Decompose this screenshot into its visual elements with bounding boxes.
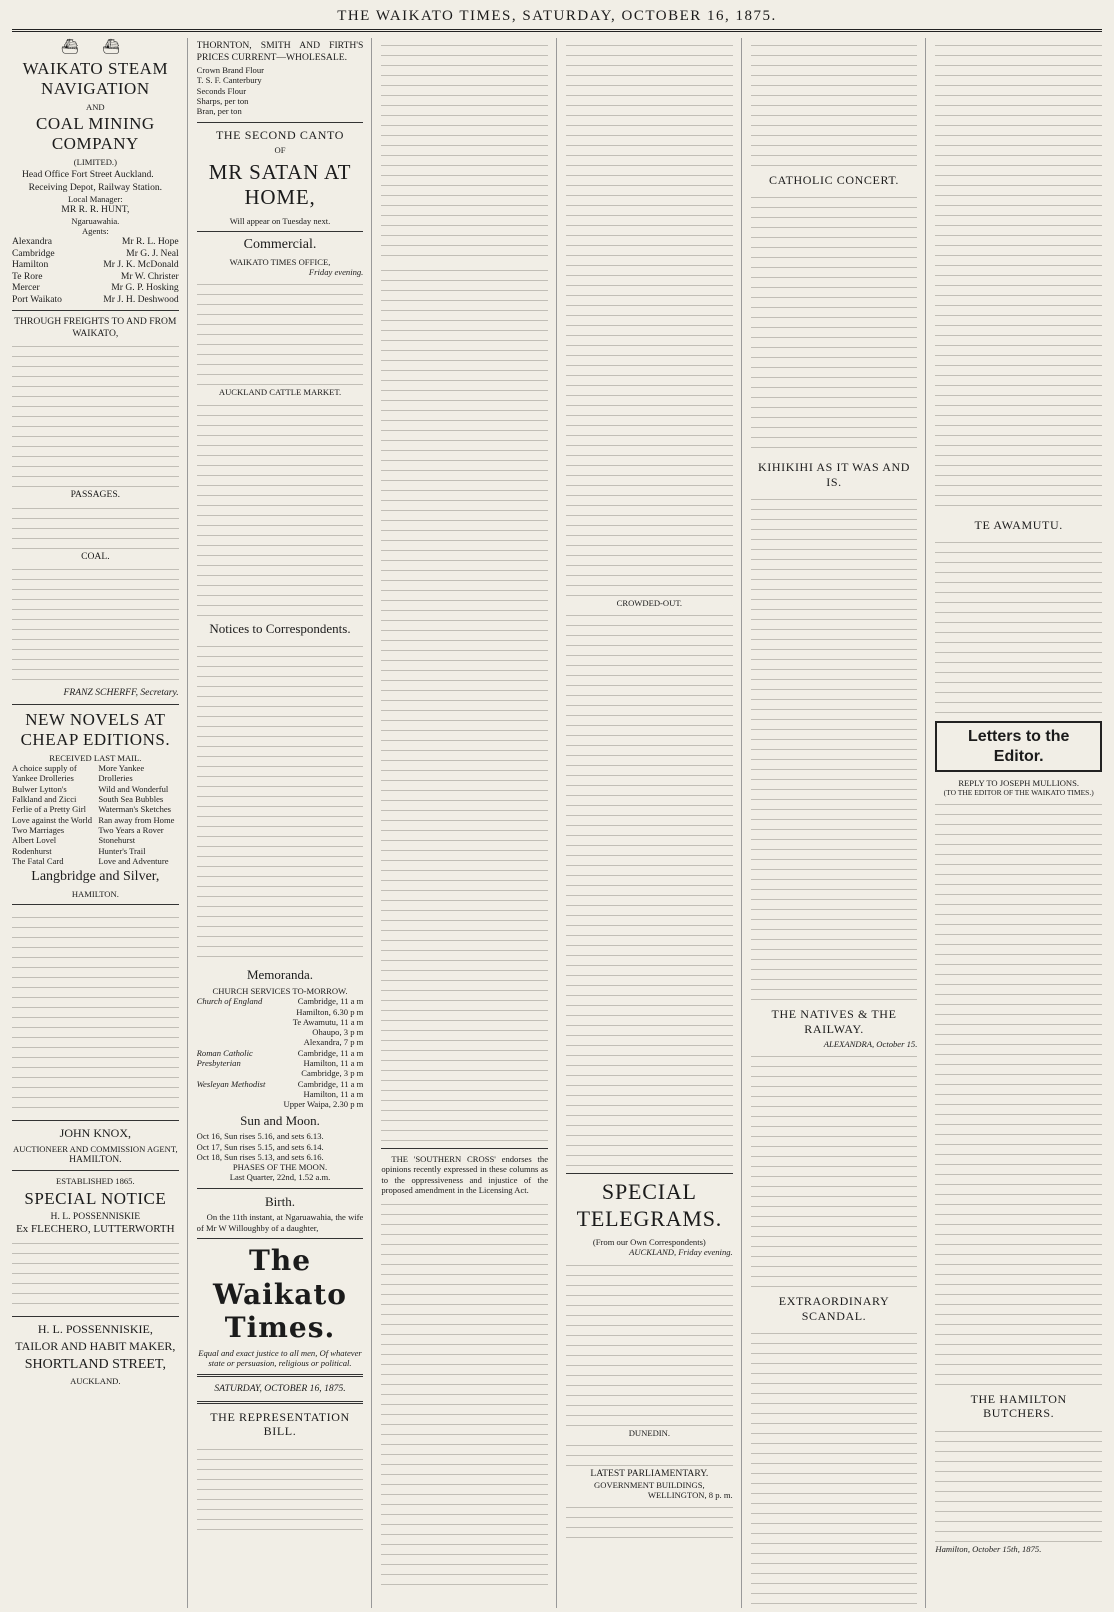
secretary: FRANZ SCHERFF, Secretary. [63,687,179,699]
strangers-ad [12,910,179,1115]
commercial-text [197,277,364,387]
shortland: SHORTLAND STREET, [24,1356,166,1372]
telegram-dunedin [566,1438,733,1468]
local-manager-place: Ngaruawahia. [71,215,120,226]
company-title: WAIKATO STEAM NAVIGATION [22,58,169,99]
french-text [935,38,1102,513]
freights-table [12,339,179,489]
special-notice: SPECIAL NOTICE [24,1188,167,1208]
cattle-market: AUCKLAND CATTLE MARKET. [218,387,342,398]
crowded-out: CROWDED-OUT. [616,598,683,608]
local-manager: MR R. R. HUNT, [61,204,130,216]
date-line: SATURDAY, OCTOBER 16, 1875. [214,1383,346,1395]
passages-head: PASSAGES. [70,489,121,501]
auckland: AUCKLAND. [70,1376,121,1387]
special-telegrams-head: SPECIAL TELEGRAMS. [576,1179,723,1231]
company-limited: (LIMITED.) [73,156,117,167]
satan-title: MR SATAN AT HOME, [208,160,352,210]
service-row: Hamilton, 11 a m [303,1089,364,1099]
company-title-2: COAL MINING COMPANY [36,113,155,154]
possenniskie: H. L. POSSENNISKIE [50,1211,141,1223]
stationer-place: HAMILTON. [71,888,119,899]
government-buildings: GOVERNMENT BUILDINGS, [594,1479,705,1490]
canto-of: OF [274,144,286,155]
coal-head: COAL. [81,550,110,562]
letters-head: Letters to the Editor. [935,721,1102,771]
cattle-text [197,398,364,618]
southern-cross-text [381,1197,548,1587]
te-awamutu-text [935,535,1102,715]
receiving-depot: Receiving Depot, Railway Station. [28,182,163,194]
second-canto: THE SECOND CANTO [215,127,345,142]
paper-title: The Waikato Times. [213,1244,347,1345]
representation-text [197,1442,364,1532]
motto: Equal and exact justice to all men, Of whatever state or persuasion, religious or political. [198,1347,362,1369]
catholic-concert-head: CATHOLIC CONCERT. [769,173,899,187]
extraordinary-scandal-head: EXTRAORDINARY SCANDAL. [778,1294,890,1323]
butchers-text [935,1424,1102,1544]
received-last-mail: RECEIVED LAST MAIL. [49,752,142,763]
local-manager-label: Local Manager: [68,193,123,204]
established: ESTABLISHED 1865. [56,1176,135,1187]
representation-bill-head: THE REPRESENTATION BILL. [210,1409,350,1439]
notices-head: Notices to Correspondents. [209,620,351,636]
agents-label: Agents: [81,226,109,237]
natives-railway-text [751,1049,918,1289]
column-1 [12,38,188,1608]
agent-row: Hamilton Mr J. K. McDonald [12,259,179,271]
knox-name: JOHN KNOX, [59,1126,131,1141]
columns [12,38,1102,1608]
telegram-auckland [566,1258,733,1428]
motion-text [566,38,733,598]
auckland-friday: AUCKLAND, Friday evening. [629,1247,733,1258]
possen-text [12,1236,179,1311]
steamship-icon: ⛴ ⛴ [60,40,130,55]
last-quarter: Last Quarter, 22nd, 1.52 a.m. [229,1172,331,1183]
knox-place: HAMILTON. [69,1153,122,1165]
notices-text [197,639,364,964]
services-list [197,996,364,1109]
representation-continued [381,38,548,263]
novels-right: More Yankee Drolleries Wild and Wonderful South Sea Bubbles Waterman's Sketches Ran away from Home Two Years a Rover Stonehurst Hunter's Trail Love and Adventure [98,763,175,866]
agent-row: Port Waikato Mr J. H. Deshwood [12,293,179,305]
southern-cross-lead: THE 'SOUTHERN CROSS' endorses the opinions recently expressed in these columns as to the oppressiveness and injustice of the proposed amendment in the Licensing Act. [381,1154,549,1195]
service-row: Ohaupo, 3 p m [312,1027,364,1038]
service-row: Alexandra, 7 p m [303,1037,364,1048]
novels-head: NEW NOVELS AT CHEAP EDITIONS. [20,709,171,750]
column-3 [381,38,557,1608]
service-row: Wesleyan Methodist Cambridge, 11 a m [196,1078,364,1089]
knox-role: AUCTIONEER AND COMMISSION AGENT, [13,1143,178,1154]
service-row: Te Awamutu, 11 a m [292,1016,364,1027]
times-office: WAIKATO TIMES OFFICE, [229,256,331,267]
novels-left: A choice supply of Yankee Drolleries Bulwer Lytton's Falkland and Zicci Ferlie of a Pretty Girl Love against the World Two Marriages Albert Lovel Rodenhurst The Fatal Card [12,763,93,866]
tuesday: Will appear on Tuesday next. [229,215,331,226]
latest-parliamentary: LATEST PARLIAMENTARY. [590,1468,709,1480]
column-2 [197,38,373,1608]
wellington: WELLINGTON, 8 p. m. [647,1489,733,1500]
stationer: Langbridge and Silver, [31,869,160,885]
reply-head: REPLY TO JOSEPH MULLIONS. [958,777,1080,788]
church-services: CHURCH SERVICES TO-MORROW. [212,985,348,996]
catholic-concert-text [751,190,918,455]
possenniskie-bottom: H. L. POSSENNISKIE, [37,1321,153,1336]
signoff: Hamilton, October 15th, 1875. [935,1543,1042,1554]
agent-row: Te Rore Mr W. Christer [12,270,179,282]
dunedin-head: DUNEDIN. [628,1427,670,1438]
passages-text [12,501,179,551]
column-4 [566,38,742,1608]
service-row: Roman Catholic Cambridge, 11 a m [196,1047,364,1058]
masthead: THE WAIKATO TIMES, SATURDAY, OCTOBER 16, 1875. [12,8,1102,32]
reply-text [935,797,1102,1387]
electorate-text [751,38,918,168]
tailor: TAILOR AND HABIT MAKER, [15,1339,176,1354]
hospital-article [381,263,548,1143]
telegram-wellington [566,1500,733,1540]
scandal-text [751,1326,918,1606]
column-6 [935,38,1102,1608]
birth-head: Birth. [265,1193,295,1209]
memoranda-head: Memoranda. [246,967,314,983]
agent-row: Mercer Mr G. P. Hosking [12,282,179,294]
kihikihi-text [751,492,918,1002]
reply-sub: (TO THE EDITOR OF THE WAIKATO TIMES.) [943,788,1094,798]
freights-head: THROUGH FREIGHTS TO AND FROM WAIKATO, [14,316,177,339]
friday-evening: Friday evening. [308,267,364,278]
agent-row: Alexandra Mr R. L. Hope [12,236,179,248]
service-row: Upper Waipa, 2.30 p m [283,1099,364,1110]
hamilton-butchers-head: THE HAMILTON BUTCHERS. [970,1392,1067,1421]
company-and: AND [86,101,105,112]
birth-text: On the 11th instant, at Ngaruawahia, the wife of Mr W Willoughby of a daughter, [196,1212,364,1233]
commercial-head: Commercial. [243,236,317,252]
service-row: Hamilton, 6.30 p m [296,1006,364,1017]
agents-list [12,236,179,305]
coal-text [12,562,179,687]
agent-row: Cambridge Mr G. J. Neal [12,247,179,259]
flour-table: Crown Brand Flour T. S. F. Canterbury Seconds Flour Sharps, per ton Bran, per ton [196,65,264,117]
own-correspondents: (From our Own Correspondents) [592,1237,706,1248]
kihikihi-head: KIHIKIHI AS IT WAS AND IS. [757,460,911,489]
phases-head: PHASES OF THE MOON. [232,1162,328,1173]
alexandra-date: ALEXANDRA, October 15. [823,1038,918,1049]
novels-list [12,763,179,866]
sun-moon-head: Sun and Moon. [240,1112,320,1128]
head-office: Head Office Fort Street Auckland. [22,168,154,180]
ex-ships: Ex FLECHERO, LUTTERWORTH [16,1222,175,1235]
sun-list: Oct 16, Sun rises 5.16, and sets 6.13. Oct 17, Sun rises 5.15, and sets 6.14. Oct 18, Sun rises 5.13, and sets 6.16. [196,1131,324,1162]
te-awamutu-head: TE AWAMUTU. [974,518,1063,532]
service-row: Presbyterian Hamilton, 11 a m [196,1058,364,1069]
service-row: Church of England Cambridge, 11 a m [196,996,364,1007]
local-news [566,608,733,1168]
column-5 [751,38,927,1608]
service-row: Cambridge, 3 p m [301,1068,364,1079]
thornton-head: THORNTON, SMITH AND FIRTH'S PRICES CURRENT—WHOLESALE. [196,40,364,63]
natives-railway-head: THE NATIVES & THE RAILWAY. [771,1007,897,1036]
